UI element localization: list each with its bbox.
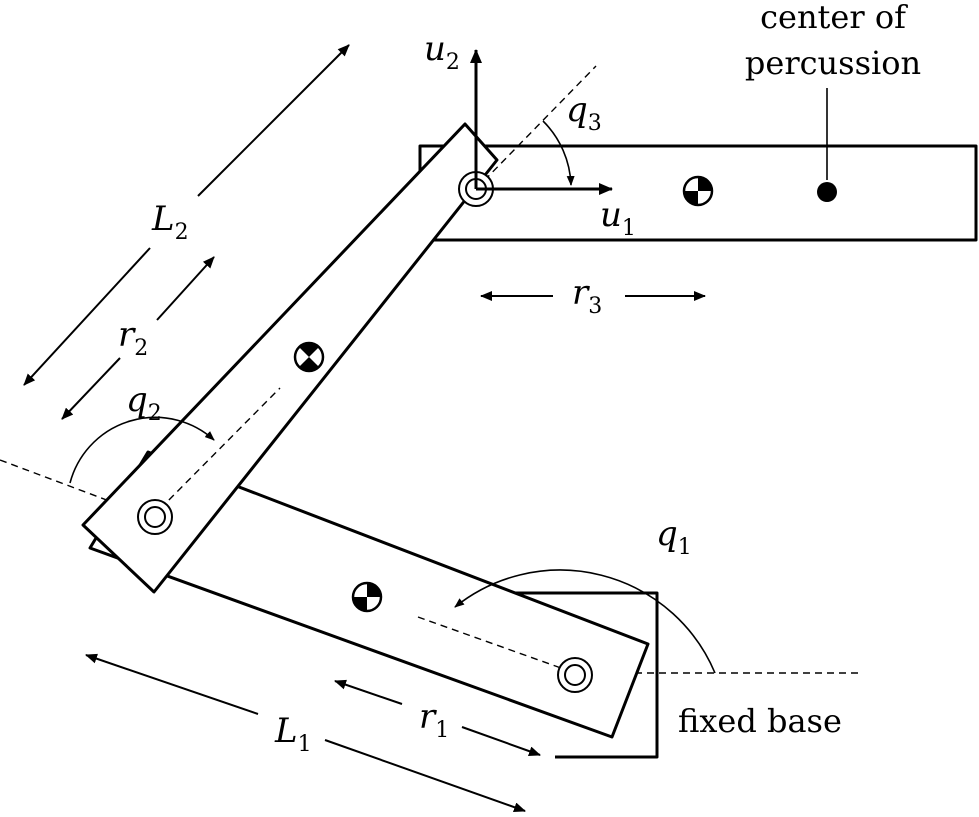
r2-dimension-arrow-down bbox=[62, 358, 120, 419]
label-L2: $L_2$ bbox=[152, 199, 189, 245]
fixed-base-label: fixed base bbox=[678, 702, 842, 740]
label-q3: $q_3$ bbox=[566, 90, 602, 136]
label-u1: $u_1$ bbox=[600, 195, 636, 241]
center-of-mass-link-3 bbox=[684, 177, 712, 205]
r2-dimension-arrow-up bbox=[157, 257, 214, 320]
L1-dimension-arrow-right bbox=[325, 740, 525, 811]
label-r2: $r_2$ bbox=[118, 315, 149, 361]
label-q1: $q_1$ bbox=[656, 514, 692, 560]
label-r1: $r_1$ bbox=[419, 697, 450, 743]
label-L1: $L_1$ bbox=[275, 711, 312, 757]
r1-dimension-arrow-left bbox=[335, 681, 402, 704]
center-of-percussion-label-line2: percussion bbox=[744, 44, 922, 82]
center-of-mass-link-1 bbox=[353, 583, 381, 611]
center-of-percussion-dot bbox=[817, 182, 837, 202]
L2-dimension-arrow-up bbox=[198, 45, 349, 196]
label-u2: $u_2$ bbox=[424, 29, 460, 75]
center-of-percussion-label-line1: center of bbox=[760, 0, 906, 36]
joint-2 bbox=[138, 500, 172, 534]
label-r3: $r_3$ bbox=[572, 273, 603, 319]
center-of-mass-link-2 bbox=[295, 343, 323, 371]
L1-dimension-arrow-left bbox=[86, 655, 258, 714]
joint-1 bbox=[558, 658, 592, 692]
label-q2: $q_2$ bbox=[126, 380, 162, 426]
r1-dimension-arrow-right bbox=[462, 727, 540, 755]
